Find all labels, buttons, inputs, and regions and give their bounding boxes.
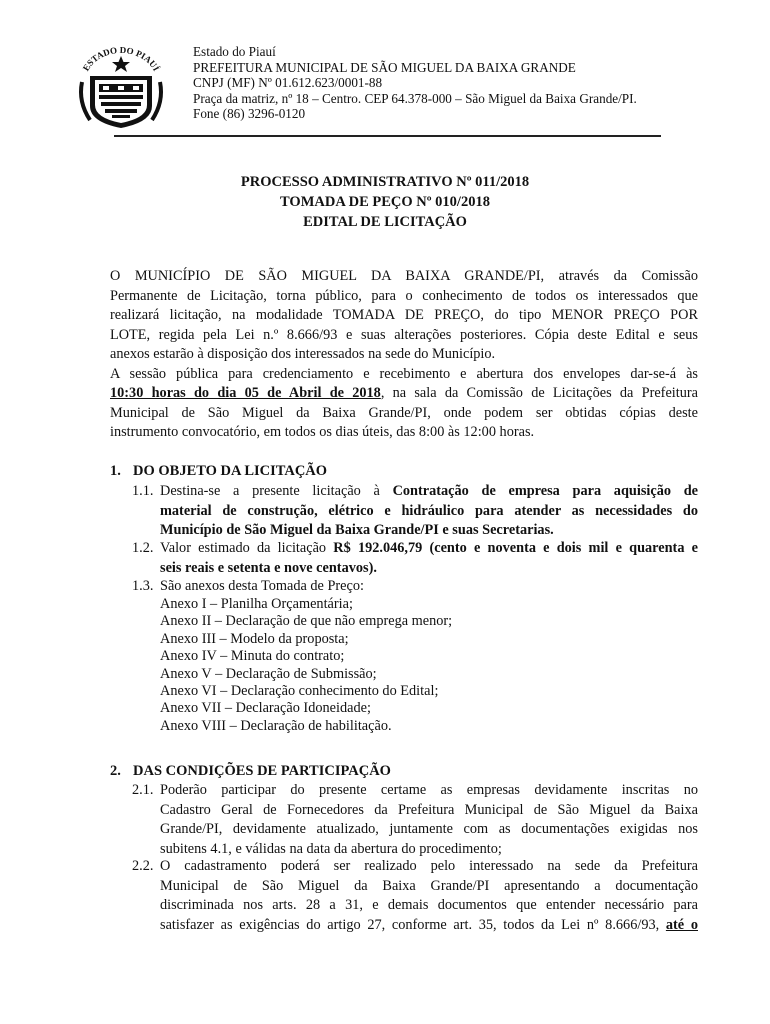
item-1-1 [132, 482, 698, 541]
item-line [160, 482, 698, 502]
annex-item: Anexo IV – Minuta do contrato; [160, 648, 345, 665]
annex-list [160, 596, 452, 735]
annex-item: Anexo II – Declaração de que não emprega menor; [160, 613, 453, 630]
letterhead [193, 44, 637, 122]
item-lead: Valor estimado da licitação [160, 540, 334, 556]
intro-line: realizará licitação, na modalidade TOMADA DE PREÇO, do tipo MENOR PREÇO POR [110, 307, 698, 323]
intro-line: anexos estarão à disposição dos interessados na sede do Município. [110, 346, 496, 362]
header-divider [114, 135, 661, 137]
seal-text: ESTADO DO PIAUÍ [80, 44, 162, 73]
intro-line: O MUNICÍPIO DE SÃO MIGUEL DA BAIXA GRANDE/PI, através da Comissão [110, 268, 698, 284]
session-line: A sessão pública para credenciamento e recebimento e abertura dos envelopes dar-se-á às [110, 365, 698, 382]
item-line: discriminada nos arts. 28 a 31, e demais documentos que entender necessário para [160, 897, 698, 913]
item-number: 2.1. [132, 782, 154, 798]
section-title: DAS CONDIÇÕES DE PARTICIPAÇÃO [133, 763, 391, 779]
item-bold: até o [665, 916, 698, 933]
section-number: 1. [110, 463, 121, 479]
item-number: 1.2. [132, 540, 154, 556]
session-date-line [110, 384, 698, 404]
annex-item: Anexo V – Declaração de Submissão; [160, 665, 377, 682]
item-line: material de construção, elétrico e hidráulico para atender as necessidades do [160, 502, 698, 519]
item-1-2 [132, 539, 698, 578]
section-title: DO OBJETO DA LICITAÇÃO [133, 463, 328, 479]
intro-line: LOTE, regida pela Lei n.º 8.666/93 e suas alterações posteriores. Cópia deste Edital e seus [110, 326, 698, 343]
annex-item: Anexo III – Modelo da proposta; [160, 630, 349, 647]
item-line [160, 539, 698, 559]
cnpj: CNPJ (MF) Nº 01.612.623/0001-88 [193, 75, 383, 91]
section-1-heading [110, 462, 327, 481]
annex-item: Anexo VI – Declaração conhecimento do Edital; [160, 683, 439, 700]
session-line: Municipal de São Miguel da Baixa Grande/PI, onde podem ser obtidas cópias deste [110, 404, 698, 421]
item-2-2 [132, 857, 698, 935]
item-2-1 [132, 781, 698, 859]
intro-line: Permanente de Licitação, torna público, para o conhecimento de todos os interessados que [110, 287, 698, 304]
section-number: 2. [110, 763, 121, 779]
session-line: instrumento convocatório, em todos os dias úteis, das 8:00 às 12:00 horas. [110, 424, 535, 440]
item-number: 1.1. [132, 483, 154, 499]
item-line: O cadastramento poderá ser realizado pelo interessado na sede da Prefeitura [160, 858, 698, 874]
section-2-heading [110, 762, 391, 781]
item-line: Municipal de São Miguel da Baixa Grande/PI apresentando a documentação [160, 877, 698, 894]
phone: Fone (86) 3296-0120 [193, 106, 306, 122]
item-number: 1.3. [132, 578, 154, 594]
item-line: seis reais e setenta e nove centavos). [160, 559, 377, 576]
item-1-3 [132, 577, 698, 597]
item-line: Município de São Miguel da Baixa Grande/PI e suas Secretarias. [160, 522, 554, 538]
item-line: subitens 4.1, e válidas na data da abertura do procedimento; [160, 840, 502, 857]
prefeitura-name: PREFEITURA MUNICIPAL DE SÃO MIGUEL DA BAIXA GRANDE [193, 59, 576, 75]
title-processo: PROCESSO ADMINISTRATIVO Nº 011/2018 [240, 174, 530, 190]
item-text: satisfazer as exigências do artigo 27, conforme art. 35, todos da Lei nº 8.666/93, [160, 916, 666, 933]
item-line: Poderão participar do presente certame as empresas devidamente inscritas no [160, 782, 698, 798]
annex-item: Anexo VII – Declaração Idoneidade; [160, 700, 371, 717]
item-line: Cadastro Geral de Fornecedores da Prefeitura Municipal de São Miguel da Baixa [160, 801, 698, 818]
document-titles [0, 172, 770, 232]
item-line [160, 916, 698, 936]
item-lead: Destina-se a presente licitação à [160, 483, 393, 499]
item-value: R$ 192.046,79 (cento e noventa e dois mil e quarenta e [333, 540, 698, 556]
municipal-seal-icon [72, 42, 170, 132]
title-edital: EDITAL DE LICITAÇÃO [303, 214, 467, 230]
intro-paragraphs [110, 267, 698, 443]
address: Praça da matriz, nº 18 – Centro. CEP 64.378-000 – São Miguel da Baixa Grande/PI. [193, 90, 637, 106]
annex-item: Anexo VIII – Declaração de habilitação. [160, 717, 392, 734]
item-bold: Contratação de empresa para aquisição de [392, 483, 698, 499]
session-location: , na sala da Comissão de Licitações da Prefeitura [380, 385, 698, 401]
state-name: Estado do Piauí [193, 44, 276, 59]
item-line: São anexos desta Tomada de Preço: [160, 578, 364, 594]
title-tomada: TOMADA DE PEÇO Nº 010/2018 [280, 194, 490, 210]
annex-item: Anexo I – Planilha Orçamentária; [160, 596, 353, 612]
session-date: 10:30 horas do dia 05 de Abril de 2018 [110, 385, 381, 401]
item-number: 2.2. [132, 858, 154, 874]
item-line: Grande/PI, devidamente atualizado, juntamente com as documentações exigidas nos [160, 821, 698, 837]
